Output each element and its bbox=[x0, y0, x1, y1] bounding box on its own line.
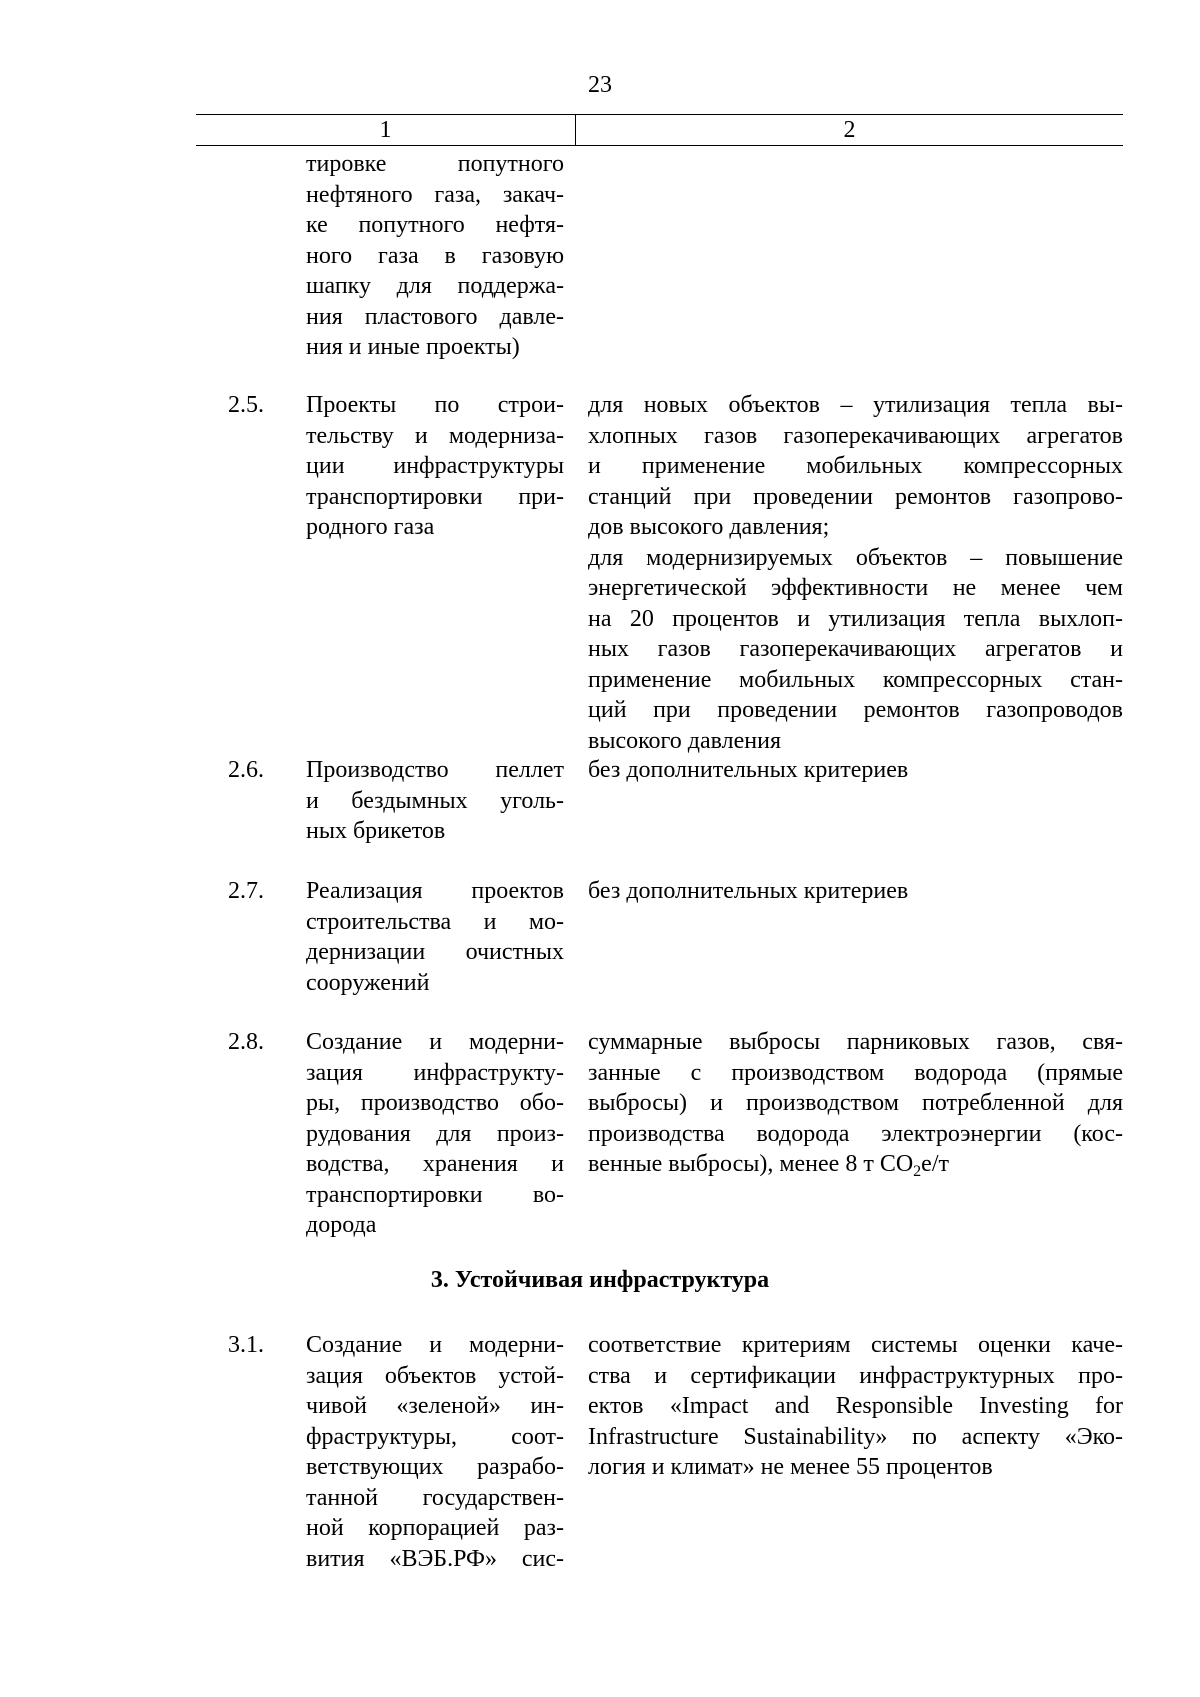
text-line: рудования для произ- bbox=[306, 1120, 564, 1147]
text-line: ных газов газоперекачивающих агрегатов и bbox=[588, 636, 1123, 662]
text-line: родного газа bbox=[306, 514, 435, 540]
row-criteria-text bbox=[588, 1027, 1123, 1180]
text-line: сооружений bbox=[306, 969, 430, 996]
text-line: дернизации очистных bbox=[306, 939, 564, 965]
text-line: шапку для поддержа- bbox=[306, 273, 564, 299]
text-line: хлопных газов газоперекачивающих агрегатов bbox=[588, 422, 1123, 449]
text-line: Реализация проектов bbox=[306, 878, 564, 904]
text-line: Проекты по строи- bbox=[306, 392, 564, 418]
text-line: без дополнительных критериев bbox=[588, 757, 909, 783]
row-number: 2.6. bbox=[228, 757, 264, 783]
table-header-col2: 2 bbox=[843, 117, 856, 143]
row-number: 2.8. bbox=[228, 1029, 264, 1055]
text-line: энергетической эффективности не менее чем bbox=[588, 575, 1123, 601]
text-line: для новых объектов – утилизация тепла вы- bbox=[588, 392, 1123, 418]
text-suffix: е/т bbox=[921, 1151, 949, 1177]
text-line: ры, производство обо- bbox=[306, 1090, 564, 1116]
row-number: 3.1. bbox=[228, 1332, 264, 1358]
text-line: ций при проведении ремонтов газопроводов bbox=[588, 697, 1123, 723]
text-line: ной корпорацией раз- bbox=[306, 1515, 564, 1541]
text-line: для модернизируемых объектов – повышение bbox=[588, 544, 1123, 571]
text-line: танной государствен- bbox=[306, 1484, 564, 1511]
text-line: ции инфраструктуры bbox=[306, 453, 564, 479]
text-prefix: венные выбросы), менее 8 т CO bbox=[588, 1151, 914, 1177]
text-line: вития «ВЭБ.РФ» сис- bbox=[306, 1545, 564, 1572]
text-line: Создание и модерни- bbox=[306, 1029, 564, 1055]
text-line: производства водорода электроэнергии (кос- bbox=[588, 1120, 1123, 1147]
page-number: 23 bbox=[588, 72, 612, 98]
text-line: чивой «зеленой» ин- bbox=[306, 1393, 564, 1419]
text-line: ных брикетов bbox=[306, 818, 446, 844]
row-criteria-text bbox=[588, 755, 1123, 786]
text-line: выбросы) и производством потребленной для bbox=[588, 1090, 1123, 1116]
section-title: 3. Устойчивая инфраструктура bbox=[430, 1267, 770, 1293]
text-line: без дополнительных критериев bbox=[588, 878, 909, 904]
text-line: зация инфраструкту- bbox=[306, 1059, 564, 1086]
row-project-text bbox=[306, 1027, 564, 1241]
text-line: транспортировки при- bbox=[306, 483, 564, 510]
text-line: и применение мобильных компрессорных bbox=[588, 453, 1123, 479]
co2-subscript: 2 bbox=[913, 1163, 922, 1180]
text-line: дов высокого давления; bbox=[588, 514, 830, 540]
row-criteria-text bbox=[588, 876, 1123, 907]
text-line: логия и климат» не менее 55 процентов bbox=[588, 1454, 993, 1480]
text-line: соответствие критериям системы оценки каче- bbox=[588, 1332, 1123, 1358]
text-line: строительства и мо- bbox=[306, 908, 564, 935]
text-line: Производство пеллет bbox=[306, 757, 564, 783]
text-line: станций при проведении ремонтов газопрово- bbox=[588, 483, 1123, 510]
text-line: суммарные выбросы парниковых газов, свя- bbox=[588, 1029, 1123, 1055]
row-project-text bbox=[306, 390, 564, 543]
row-number: 2.5. bbox=[228, 392, 264, 418]
row-project-text bbox=[306, 755, 564, 847]
row-project-text bbox=[306, 1330, 564, 1574]
text-line: нефтяного газа, закач- bbox=[306, 181, 564, 208]
text-line: ния пластового давле- bbox=[306, 303, 564, 330]
table-header-bottom-border bbox=[196, 145, 1123, 146]
text-line: высокого давления bbox=[588, 727, 782, 754]
text-line: на 20 процентов и утилизация тепла выхлоп- bbox=[588, 605, 1123, 632]
text-line: ектов «Impact and Responsible Investing for bbox=[588, 1393, 1123, 1419]
text-line: тельству и модерниза- bbox=[306, 422, 564, 449]
text-line: занные с производством водорода (прямые bbox=[588, 1059, 1123, 1086]
row-number: 2.7. bbox=[228, 878, 264, 904]
text-line: Infrastructure Sustainability» по аспекту «Эко- bbox=[588, 1423, 1123, 1450]
table-header-col1: 1 bbox=[379, 117, 392, 143]
text-line: дорода bbox=[306, 1212, 377, 1238]
text-line: ке попутного нефтя- bbox=[306, 212, 564, 238]
text-line: ства и сертификации инфраструктурных про- bbox=[588, 1362, 1123, 1389]
row-criteria-text bbox=[588, 1330, 1123, 1483]
text-line: ного газа в газовую bbox=[306, 242, 564, 269]
text-line: ния и иные проекты) bbox=[306, 334, 520, 360]
text-line: ветствующих разрабо- bbox=[306, 1454, 564, 1480]
text-line: зация объектов устой- bbox=[306, 1362, 564, 1389]
text-line: тировке попутного bbox=[306, 151, 564, 177]
row-criteria-text bbox=[306, 149, 564, 363]
row-criteria-text bbox=[588, 390, 1123, 756]
text-line: и бездымных уголь- bbox=[306, 787, 564, 814]
text-line: применение мобильных компрессорных стан- bbox=[588, 666, 1123, 693]
text-line: Создание и модерни- bbox=[306, 1332, 564, 1358]
text-line: водства, хранения и bbox=[306, 1151, 564, 1177]
text-line: фраструктуры, соот- bbox=[306, 1423, 564, 1450]
text-line bbox=[588, 1149, 1123, 1180]
text-line: транспортировки во- bbox=[306, 1181, 564, 1208]
row-project-text bbox=[306, 876, 564, 998]
